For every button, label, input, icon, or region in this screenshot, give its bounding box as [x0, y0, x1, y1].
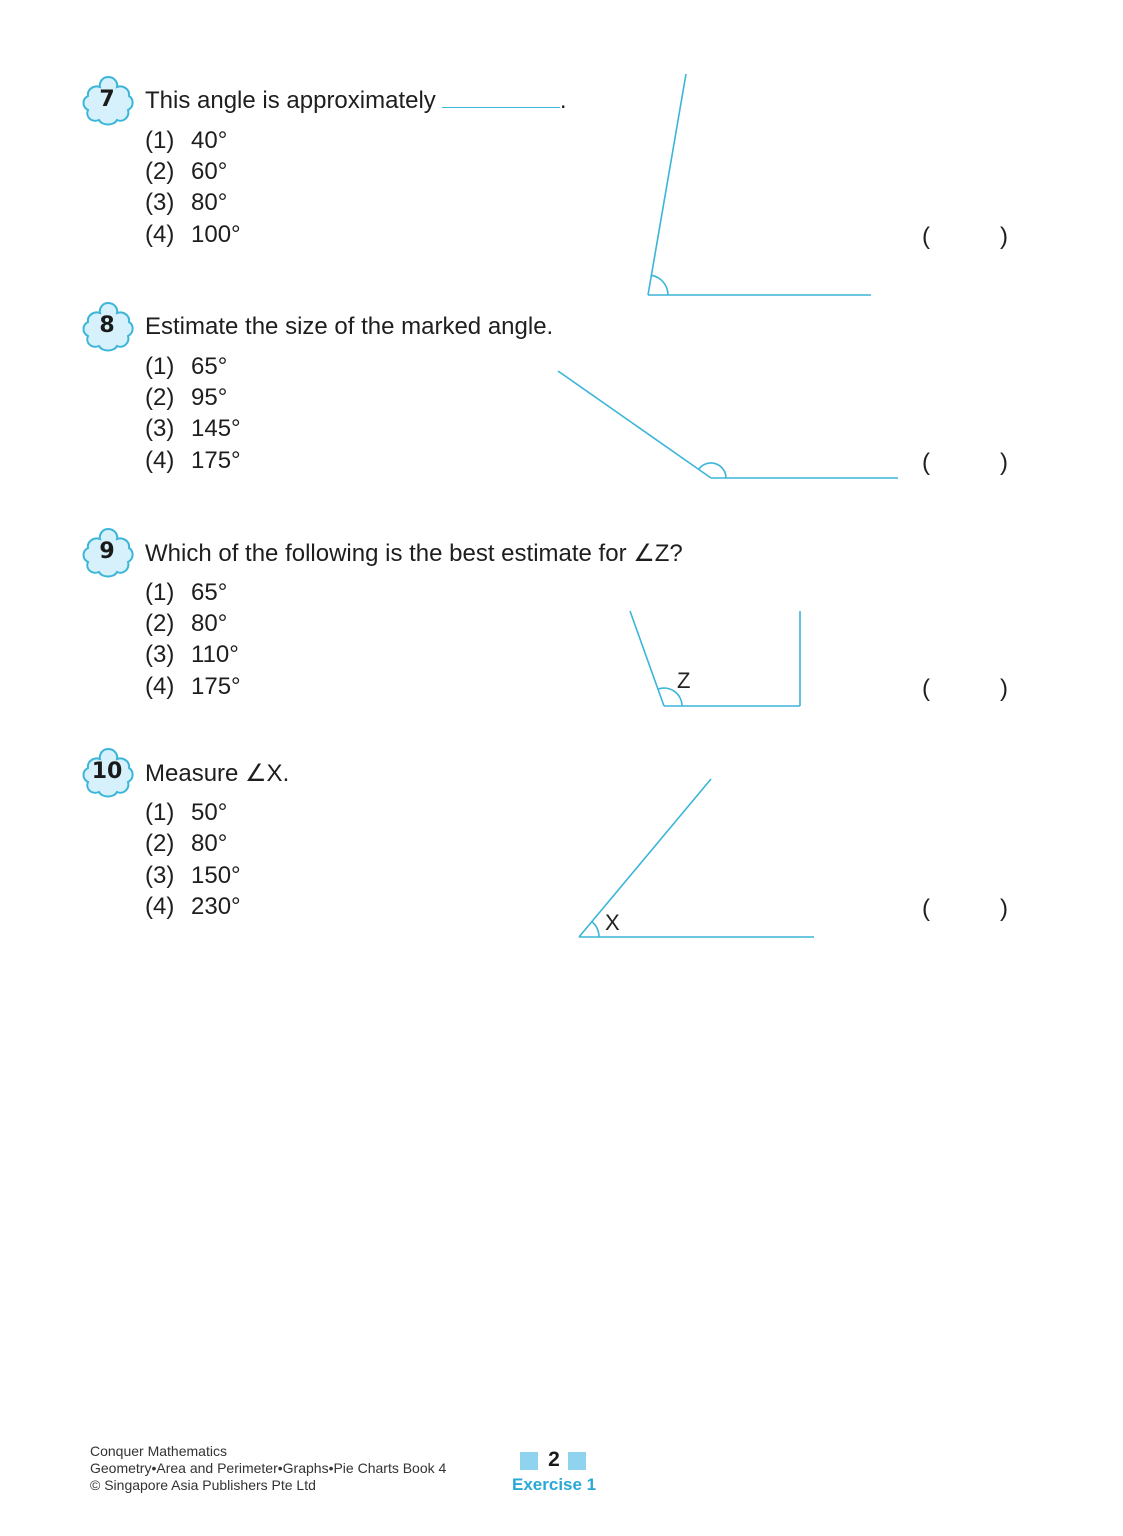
option-value: 60°	[191, 158, 228, 185]
option-number: (3)	[145, 415, 175, 442]
bracket-close: )	[1000, 895, 1008, 922]
book-title: Geometry•Area and Perimeter•Graphs•Pie Charts Book 4	[90, 1460, 447, 1476]
option-number: (2)	[145, 830, 175, 857]
page-number	[520, 1450, 588, 1472]
angle-8-arm	[558, 371, 711, 478]
option-number: (1)	[145, 353, 175, 380]
option-value: 80°	[191, 610, 228, 637]
angle-figure-7	[648, 74, 871, 295]
option-number: (3)	[145, 862, 175, 889]
option-number: (4)	[145, 221, 175, 248]
angle-10-arc	[592, 922, 599, 937]
option-number: (2)	[145, 384, 175, 411]
option-value: 95°	[191, 384, 228, 411]
series-title: Conquer Mathematics	[90, 1443, 227, 1459]
page-square-left-icon	[520, 1452, 538, 1470]
question-number: 8	[99, 313, 115, 338]
bracket-open: (	[922, 675, 930, 702]
option-value: 150°	[191, 862, 241, 889]
angle-7-arm	[648, 74, 686, 295]
option-number: (1)	[145, 579, 175, 606]
option-number: (3)	[145, 641, 175, 668]
option-value: 65°	[191, 353, 228, 380]
prompt-period: .	[559, 87, 567, 114]
option-number: (2)	[145, 610, 175, 637]
question-number: 9	[99, 539, 115, 564]
bracket-close: )	[1000, 449, 1008, 476]
angle-figure-8	[558, 371, 898, 478]
question-number: 7	[99, 87, 115, 112]
option-value: 40°	[191, 127, 228, 154]
option-value: 80°	[191, 830, 228, 857]
option-number: (4)	[145, 447, 175, 474]
page-square-right-icon	[568, 1452, 586, 1470]
bracket-open: (	[922, 449, 930, 476]
bracket-close: )	[1000, 223, 1008, 250]
option-number: (1)	[145, 799, 175, 826]
option-value: 80°	[191, 189, 228, 216]
bracket-open: (	[922, 223, 930, 250]
option-number: (1)	[145, 127, 175, 154]
angle-figure-10	[579, 779, 814, 937]
angle-7-arc	[651, 275, 668, 295]
copyright: © Singapore Asia Publishers Pte Ltd	[90, 1477, 316, 1493]
option-number: (4)	[145, 893, 175, 920]
option-number: (4)	[145, 673, 175, 700]
option-number: (2)	[145, 158, 175, 185]
option-value: 110°	[191, 641, 239, 668]
bracket-close: )	[1000, 675, 1008, 702]
angle-8-arc	[699, 463, 726, 478]
page-number-text: 2	[548, 1448, 560, 1471]
option-number: (3)	[145, 189, 175, 216]
question-text: Estimate the size of the marked angle.	[145, 313, 554, 340]
option-value: 145°	[191, 415, 241, 442]
option-value: 65°	[191, 579, 228, 606]
question-text: Measure ∠X.	[145, 760, 290, 787]
footer-credits	[90, 1443, 446, 1494]
angle-9-label: Z	[677, 668, 691, 693]
option-value: 230°	[191, 893, 241, 920]
angle-10-label: X	[605, 910, 620, 935]
option-value: 50°	[191, 799, 228, 826]
bracket-open: (	[922, 895, 930, 922]
option-value: 175°	[191, 673, 241, 700]
option-value: 100°	[191, 221, 241, 248]
question-number: 10	[91, 759, 123, 784]
angle-10-arm	[579, 779, 711, 937]
angle-9-left-arm	[630, 611, 664, 706]
question-text: Which of the following is the best estimate for ∠Z?	[145, 540, 683, 567]
angle-figure-9	[630, 611, 800, 706]
question-prompt: This angle is approximately	[145, 87, 436, 114]
section-label: Exercise 1	[512, 1475, 597, 1494]
option-value: 175°	[191, 447, 241, 474]
